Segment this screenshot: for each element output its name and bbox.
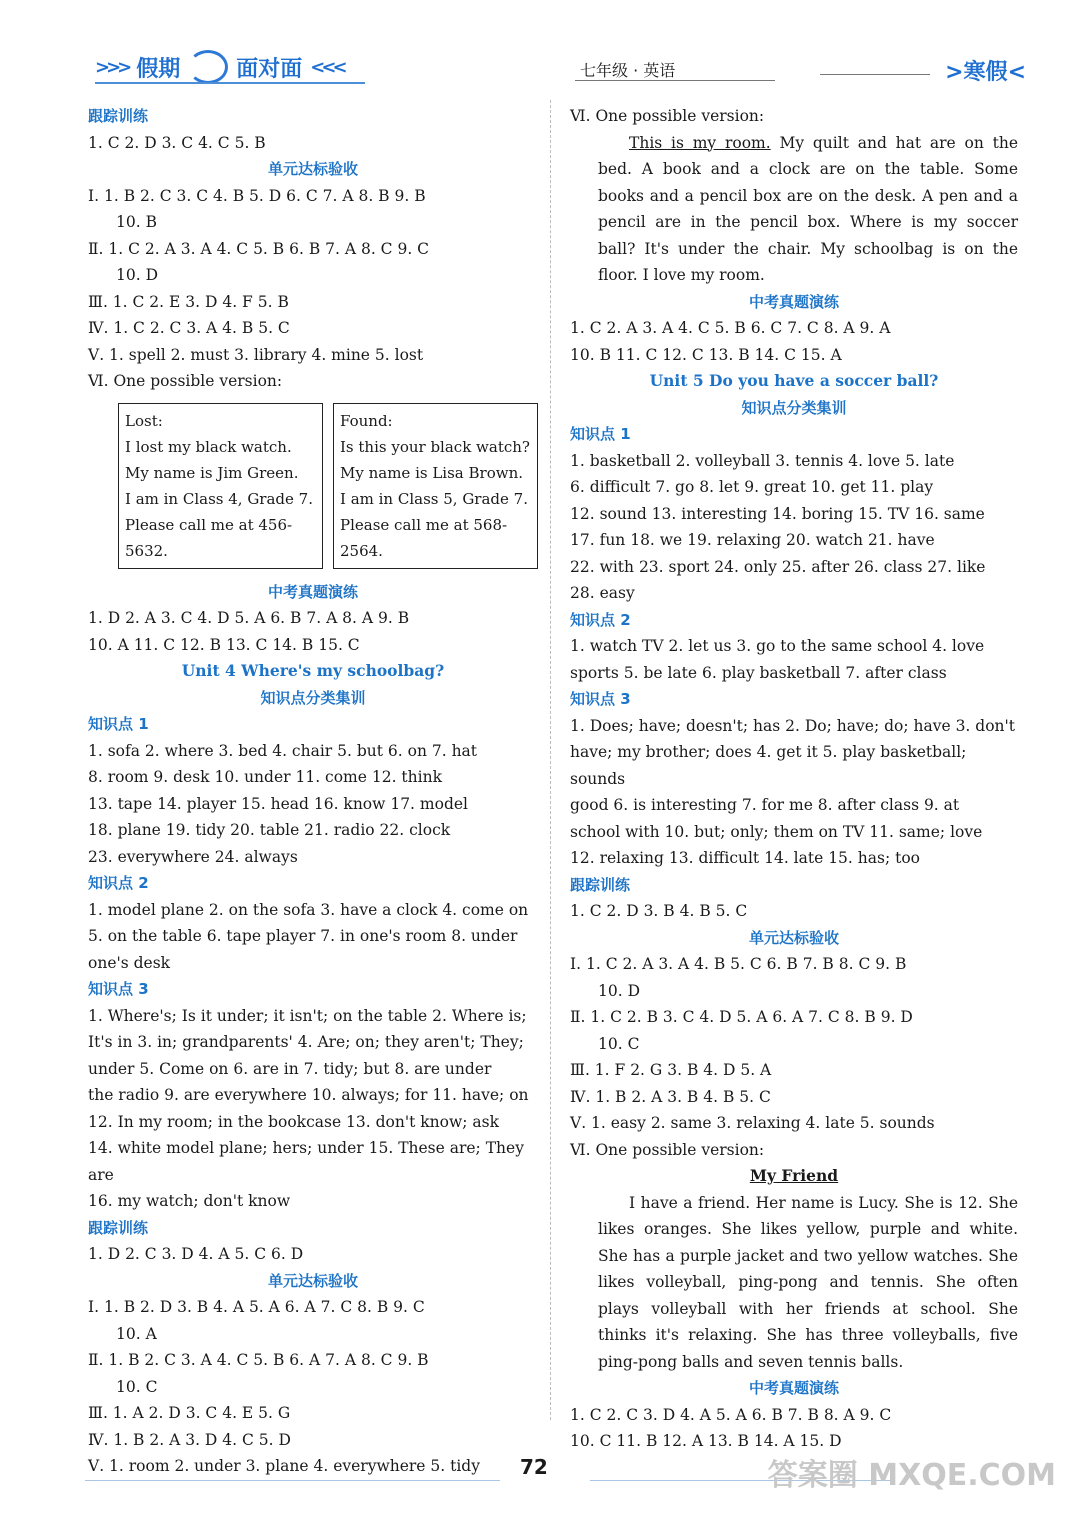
footer-rule-left [85, 1480, 500, 1481]
notice-line: Lost: [125, 411, 163, 430]
answer-line: Ⅴ. 1. spell 2. must 3. library 4. mine 5. lost [88, 345, 424, 364]
page-number: 72 [520, 1455, 548, 1479]
essay-friend: I have a friend. Her name is Lucy. She is 12. She likes oranges. She likes yellow, purple and white. She has a purple jacket and two yellow watches. She likes volleyball, ping-pong and tennis. She often plays volleyball with her friends at school. She thinks it's relaxing. She has three volleyballs, five ping-pong balls and seven tennis balls. [598, 1193, 1018, 1371]
knowledge-point-title: 知识点 3 [88, 980, 149, 998]
answer-line: Ⅰ. 1. B 2. C 3. C 4. B 5. D 6. C 7. A 8. B 9. B [88, 186, 426, 205]
knowledge-point-title: 知识点 2 [88, 874, 149, 892]
answer-line: under 5. Come on 6. are in 7. tidy; but 8. are under [88, 1059, 492, 1078]
page-header [0, 0, 1066, 90]
answer-line: Ⅲ. 1. F 2. G 3. B 4. D 5. A [570, 1061, 772, 1079]
answer-line: 1. basketball 2. volleyball 3. tennis 4. love 5. late [570, 451, 955, 470]
notice-line: I am in Class 5, Grade 7. [340, 489, 528, 508]
season-text: 寒假 [963, 60, 1008, 85]
right-column [570, 103, 1018, 1455]
answer-line: 22. with 23. sport 24. only 25. after 26. class 27. like [570, 557, 986, 576]
essay-room [570, 130, 1018, 289]
answer-line: Ⅵ. One possible version: [570, 107, 765, 125]
answer-line: Ⅴ. 1. easy 2. same 3. relaxing 4. late 5. sounds [570, 1114, 935, 1132]
answer-line: 1. C 2. A 3. A 4. C 5. B 6. C 7. C 8. A 9. A [570, 319, 891, 337]
answer-line: 1. C 2. C 3. D 4. A 5. A 6. B 7. B 8. A 9. C [570, 1405, 892, 1424]
season-label [945, 55, 1026, 86]
section-title: 知识点分类集训 [741, 398, 847, 417]
knowledge-point-title: 知识点 3 [570, 690, 631, 708]
answer-line: sports 5. be late 6. play basketball 7. after class [570, 663, 947, 682]
unit-title: Unit 5 Do you have a soccer ball? [649, 371, 939, 390]
knowledge-point-title: 知识点 1 [570, 425, 631, 443]
header-rule-mid [575, 80, 775, 81]
lost-notice [118, 403, 323, 569]
notice-line: I lost my black watch. [125, 437, 292, 456]
answer-line: 1. sofa 2. where 3. bed 4. chair 5. but 6. on 7. hat [88, 741, 478, 760]
answer-line: good 6. is interesting 7. for me 8. after class 9. at [570, 796, 960, 814]
answer-line: 28. easy [570, 584, 635, 602]
answer-line: Ⅵ. One possible version: [88, 372, 283, 390]
answer-line: 1. D 2. C 3. D 4. A 5. C 6. D [88, 1245, 304, 1263]
answer-line: one's desk [88, 953, 171, 972]
answer-line: 1. C 2. D 3. C 4. C 5. B [88, 133, 266, 152]
brand-logo [95, 52, 344, 82]
notice-boxes [118, 403, 538, 569]
column-divider [550, 100, 551, 1420]
brand-right: 面对面 [236, 56, 303, 82]
section-title: 中考真题演练 [748, 1379, 839, 1397]
notice-line: Please call me at 456-5632. [125, 515, 293, 560]
watermark: 答案圈 MXQE.COM [767, 1458, 1056, 1493]
header-rule-right [820, 74, 930, 75]
notice-line: Found: [340, 411, 393, 430]
answer-line: 12. In my room; in the bookcase 13. don't know; ask [88, 1112, 499, 1131]
answer-line: Ⅰ. 1. B 2. D 3. B 4. A 5. A 6. A 7. C 8. B 9. C [88, 1298, 425, 1316]
answer-line: 1. D 2. A 3. C 4. D 5. A 6. B 7. A 8. A 9. B [88, 609, 410, 627]
answer-line: 10. D [116, 266, 159, 284]
answer-line: Ⅳ. 1. B 2. A 3. B 4. B 5. C [570, 1087, 771, 1106]
chevrons-left-icon: <<< [310, 56, 344, 78]
answer-line: 13. tape 14. player 15. head 16. know 17. model [88, 794, 468, 813]
chevron-left-icon: < [1007, 60, 1026, 85]
knowledge-point-title: 知识点 2 [570, 610, 631, 629]
knowledge-point-title: 知识点 1 [88, 715, 149, 733]
answer-line: have; my brother; does 4. get it 5. play basketball; sounds [570, 743, 967, 788]
notice-line: Is this your black watch? [340, 437, 530, 456]
answer-line: 14. white model plane; hers; under 15. These are; They are [88, 1139, 524, 1184]
answer-line: 17. fun 18. we 19. relaxing 20. watch 21. have [570, 531, 935, 549]
brand-left: 假期 [136, 56, 181, 82]
section-title: 跟踪训练 [88, 1218, 149, 1237]
essay-title: My Friend [749, 1166, 839, 1185]
answer-line: 1. C 2. D 3. B 4. B 5. C [570, 902, 748, 920]
answer-line: 6. difficult 7. go 8. let 9. great 10. get 11. play [570, 478, 934, 496]
answer-line: Ⅰ. 1. C 2. A 3. A 4. B 5. C 6. B 7. B 8. C 9. B [570, 955, 907, 973]
answer-line: the radio 9. are everywhere 10. always; for 11. have; on [88, 1086, 529, 1104]
section-title: 单元达标验收 [267, 160, 358, 178]
section-title: 单元达标验收 [267, 1271, 358, 1290]
found-notice [333, 403, 538, 569]
answer-line: It's in 3. in; grandparents' 4. Are; on; they aren't; They; [88, 1033, 524, 1051]
notice-line: My name is Jim Green. [125, 463, 299, 482]
notice-line: Please call me at 568-2564. [340, 515, 508, 560]
answer-line: 1. model plane 2. on the sofa 3. have a clock 4. come on [88, 900, 529, 919]
answer-line: 16. my watch; don't know [88, 1192, 291, 1210]
chevrons-right-icon: >>> [95, 56, 129, 78]
section-title: 中考真题演练 [748, 292, 839, 311]
section-title: 中考真题演练 [267, 582, 358, 601]
answer-line: 10. A [116, 1324, 157, 1343]
answer-line: Ⅲ. 1. C 2. E 3. D 4. F 5. B [88, 292, 289, 311]
answer-line: 5. on the table 6. tape player 7. in one's room 8. under [88, 927, 518, 945]
chevron-right-icon: > [945, 60, 964, 85]
header-rule-left [95, 82, 365, 84]
answer-line: Ⅱ. 1. B 2. C 3. A 4. C 5. B 6. A 7. A 8. C 9. B [88, 1351, 429, 1369]
answer-line: 8. room 9. desk 10. under 11. come 12. think [88, 768, 442, 786]
answer-line: 10. A 11. C 12. B 13. C 14. B 15. C [88, 635, 360, 654]
section-title: 跟踪训练 [570, 875, 631, 894]
essay-body: My quilt and hat are on the bed. A book and a clock are on the table. Some books and a pencil box are on the desk. A pen and a pencil are in the pencil box. Where is my soccer ball? It's under the chair. My schoolbag is on the floor. I love my room. [598, 133, 1019, 284]
answer-line: 1. watch TV 2. let us 3. go to the same school 4. love [570, 637, 985, 655]
notice-line: I am in Class 4, Grade 7. [125, 489, 313, 508]
answer-line: Ⅳ. 1. C 2. C 3. A 4. B 5. C [88, 319, 290, 337]
answer-line: 10. B 11. C 12. C 13. B 14. C 15. A [570, 345, 842, 364]
answer-line: 12. sound 13. interesting 14. boring 15. TV 16. same [570, 504, 985, 523]
answer-line: Ⅵ. One possible version: [570, 1140, 765, 1159]
answer-line: Ⅴ. 1. room 2. under 3. plane 4. everywhere 5. tidy [88, 1457, 480, 1475]
answer-line: 18. plane 19. tidy 20. table 21. radio 22. clock [88, 821, 451, 839]
answer-line: 23. everywhere 24. always [88, 847, 298, 866]
answer-line: Ⅳ. 1. B 2. A 3. D 4. C 5. D [88, 1430, 291, 1449]
unit-title: Unit 4 Where's my schoolbag? [181, 661, 445, 680]
essay-title-underlined: This is my room. [629, 133, 771, 152]
answer-line: Ⅱ. 1. C 2. A 3. A 4. C 5. B 6. B 7. A 8. C 9. C [88, 239, 430, 258]
answer-line: Ⅲ. 1. A 2. D 3. C 4. E 5. G [88, 1404, 291, 1422]
section-title: 单元达标验收 [748, 928, 839, 947]
answer-line: 1. Does; have; doesn't; has 2. Do; have; do; have 3. don't [570, 716, 1016, 735]
answer-line: 10. C [598, 1034, 640, 1053]
answer-line: school with 10. but; only; them on TV 11. same; love [570, 822, 983, 841]
answer-line: 12. relaxing 13. difficult 14. late 15. has; too [570, 849, 920, 867]
section-title: 知识点分类集训 [260, 688, 366, 707]
answer-line: Ⅱ. 1. C 2. B 3. C 4. D 5. A 6. A 7. C 8. B 9. D [570, 1008, 913, 1026]
left-column [88, 103, 538, 1480]
answer-line: 10. C [116, 1377, 158, 1396]
answer-line: 1. Where's; Is it under; it isn't; on the table 2. Where is; [88, 1006, 527, 1025]
swirl-logo-icon [188, 50, 228, 84]
section-title: 跟踪训练 [88, 107, 149, 125]
answer-line: 10. D [598, 981, 641, 1000]
answer-line: 10. B [116, 213, 157, 231]
grade-subject: 七年级 · 英语 [580, 61, 676, 80]
notice-line: My name is Lisa Brown. [340, 463, 523, 482]
answer-line: 10. C 11. B 12. A 13. B 14. A 15. D [570, 1432, 842, 1450]
